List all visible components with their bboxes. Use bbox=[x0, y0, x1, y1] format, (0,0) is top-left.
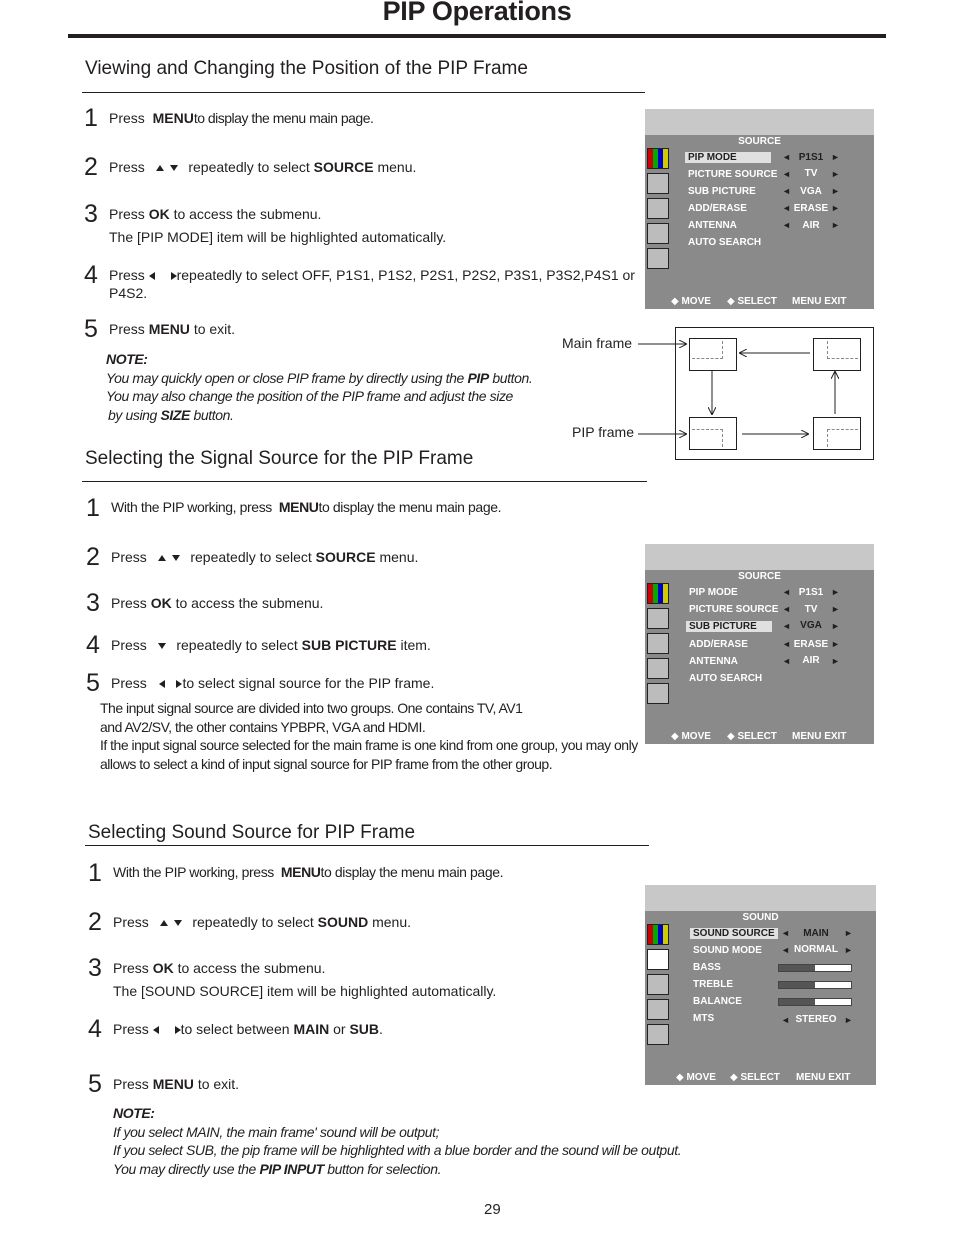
clock-icon bbox=[647, 198, 669, 219]
osd-row-value: P1S1 bbox=[798, 587, 824, 598]
up-arrow-icon bbox=[158, 555, 166, 561]
step-number: 4 bbox=[88, 1015, 102, 1043]
title-rule bbox=[68, 34, 886, 38]
osd-row-label: AUTO SEARCH bbox=[689, 673, 763, 684]
step-number: 1 bbox=[86, 494, 100, 522]
color-bars-icon bbox=[647, 924, 669, 945]
tools-icon bbox=[647, 658, 669, 679]
step-text: Press MENUto display the menu main page. bbox=[109, 110, 374, 126]
diagram-arrows bbox=[620, 320, 880, 470]
pip-frame-label: PIP frame bbox=[572, 424, 634, 440]
up-arrow-icon bbox=[160, 920, 168, 926]
osd-row-label: ANTENNA bbox=[689, 656, 738, 667]
note-line: If you select SUB, the pip frame will be highlighted with a blue border and the sound will be output. bbox=[113, 1142, 682, 1158]
osd-footer-select: ◆ SELECT bbox=[727, 731, 777, 742]
osd-row-value: NORMAL bbox=[794, 944, 838, 955]
up-arrow-icon bbox=[156, 165, 164, 171]
osd-row-label: ADD/ERASE bbox=[689, 639, 748, 650]
step-text: Press repeatedly to select SOUND menu. bbox=[113, 914, 412, 930]
note-title: NOTE: bbox=[113, 1105, 155, 1121]
step-text: Press repeatedly to select SOURCE menu. bbox=[109, 159, 417, 175]
section-signal-title: Selecting the Signal Source for the PIP Frame bbox=[85, 448, 474, 469]
tools-icon bbox=[647, 999, 669, 1020]
step-text: Press repeatedly to select SUB PICTURE item. bbox=[111, 637, 431, 653]
step-text: Press OK to access the submenu. bbox=[109, 206, 322, 222]
color-bars-icon bbox=[647, 148, 669, 169]
note-line: You may also change the position of the PIP frame and adjust the size bbox=[106, 388, 513, 404]
page-title: PIP Operations bbox=[382, 0, 572, 26]
osd-footer-exit: MENU EXIT bbox=[792, 296, 847, 307]
osd-header: SOURCE bbox=[738, 571, 781, 582]
grid-icon bbox=[647, 683, 669, 704]
step-number: 2 bbox=[88, 908, 102, 936]
osd-row-value: TV bbox=[804, 168, 818, 179]
page-number: 29 bbox=[484, 1201, 501, 1218]
osd-row-label: ADD/ERASE bbox=[688, 203, 747, 214]
step-number: 3 bbox=[88, 954, 102, 982]
tools-icon bbox=[647, 223, 669, 244]
step-number: 5 bbox=[84, 315, 98, 343]
osd-row-label: SUB PICTURE bbox=[688, 186, 756, 197]
step-text: Press to select between MAIN or SUB. bbox=[113, 1021, 383, 1037]
osd-row-value: AIR bbox=[802, 655, 820, 666]
osd-row-value: VGA bbox=[800, 620, 822, 631]
down-arrow-icon bbox=[172, 555, 180, 561]
osd-footer-exit: MENU EXIT bbox=[796, 1072, 851, 1083]
main-frame-label: Main frame bbox=[562, 335, 633, 351]
paragraph-line: allows to select a kind of input signal source for PIP frame from the other group. bbox=[100, 756, 553, 772]
color-bars-icon bbox=[647, 583, 669, 604]
down-arrow-icon bbox=[174, 920, 182, 926]
step-number: 1 bbox=[84, 104, 98, 132]
step-number: 5 bbox=[86, 669, 100, 697]
step-text: Press MENU to exit. bbox=[109, 321, 236, 337]
osd-row-label: PIP MODE bbox=[689, 587, 738, 598]
step-number: 2 bbox=[86, 543, 100, 571]
grid-icon bbox=[647, 1024, 669, 1045]
osd-row-value: MAIN bbox=[803, 928, 829, 939]
osd-footer-select: ◆ SELECT bbox=[727, 296, 777, 307]
left-arrow-icon bbox=[153, 1026, 159, 1034]
note-line: You may quickly open or close PIP frame by directly using the PIP button. bbox=[106, 370, 533, 386]
step-text-line2: P4S2. bbox=[109, 285, 148, 301]
section-sound-title: Selecting Sound Source for PIP Frame bbox=[88, 822, 416, 843]
step-text: With the PIP working, press MENUto display the menu main page. bbox=[111, 499, 502, 515]
osd-row-value: AIR bbox=[802, 220, 820, 231]
step-number: 4 bbox=[84, 261, 98, 289]
osd-footer-move: ◆ MOVE bbox=[676, 1072, 716, 1083]
osd-row-value: P1S1 bbox=[798, 152, 824, 163]
osd-row-label: SUB PICTURE bbox=[686, 621, 772, 632]
note-line: If you select MAIN, the main frame' sound will be output; bbox=[113, 1124, 440, 1140]
osd-row-label: PICTURE SOURCE bbox=[688, 169, 778, 180]
step-text: Press repeatedly to select SOURCE menu. bbox=[111, 549, 419, 565]
speaker-icon bbox=[647, 608, 669, 629]
osd-row-label: PIP MODE bbox=[685, 152, 771, 163]
osd-row-label: MTS bbox=[693, 1013, 715, 1024]
osd-footer-move: ◆ MOVE bbox=[671, 296, 711, 307]
balance-level-bar bbox=[778, 998, 852, 1006]
left-arrow-icon bbox=[159, 680, 165, 688]
osd-footer-move: ◆ MOVE bbox=[671, 731, 711, 742]
paragraph-line: The input signal source are divided into two groups. One contains TV, AV1 bbox=[100, 700, 523, 716]
step-number: 2 bbox=[84, 153, 98, 181]
section-rule bbox=[82, 92, 645, 93]
note-line: You may directly use the PIP INPUT button for selection. bbox=[113, 1161, 442, 1177]
step-number: 4 bbox=[86, 631, 100, 659]
left-arrow-icon bbox=[149, 272, 155, 280]
step-number: 3 bbox=[86, 589, 100, 617]
osd-row-label: SOUND MODE bbox=[693, 945, 762, 956]
down-arrow-icon bbox=[170, 165, 178, 171]
osd-source-menu-sub: SOURCE PIP MODE PICTURE SOURCE SUB PICTURE ADD/ERASE ANTENNA AUTO SEARCH ◄ P1S1 ► ◄ TV ► ◄ VGA ► ◄ ERASE ► ◄ AIR ► ◆ MOVE ◆ SELECT MENU EXIT bbox=[645, 544, 874, 744]
paragraph-line: If the input signal source selected for the main frame is one kind from one group, you may only bbox=[100, 737, 638, 753]
osd-row-label: PICTURE SOURCE bbox=[689, 604, 779, 615]
section-rule bbox=[82, 481, 647, 482]
step-text: Press MENU to exit. bbox=[113, 1076, 240, 1092]
osd-sound-menu: SOUND SOUND SOURCE SOUND MODE BASS TREBLE BALANCE MTS ◄ MAIN ► ◄ NORMAL ► ◄ STEREO ► ◆ MOVE ◆ SELECT MENU EXIT bbox=[645, 885, 876, 1085]
treble-level-bar bbox=[778, 981, 852, 989]
osd-row-value: ERASE bbox=[793, 203, 829, 214]
clock-icon bbox=[647, 633, 669, 654]
osd-header: SOURCE bbox=[738, 136, 781, 147]
section-position-title: Viewing and Changing the Position of the PIP Frame bbox=[85, 58, 528, 79]
step-text: Press OK to access the submenu. bbox=[111, 595, 324, 611]
osd-row-label: AUTO SEARCH bbox=[688, 237, 762, 248]
grid-icon bbox=[647, 248, 669, 269]
osd-row-label: BASS bbox=[693, 962, 721, 973]
osd-row-label: BALANCE bbox=[693, 996, 742, 1007]
osd-row-value: STEREO bbox=[795, 1014, 837, 1025]
osd-footer-exit: MENU EXIT bbox=[792, 731, 847, 742]
step-text: Press to select signal source for the PIP frame. bbox=[111, 675, 435, 691]
osd-row-value: TV bbox=[804, 604, 818, 615]
section-rule bbox=[85, 845, 649, 846]
step-text: Press repeatedly to select OFF, P1S1, P1S2, P2S1, P2S2, P3S1, P3S2,P4S1 or bbox=[109, 267, 635, 283]
osd-row-label: ANTENNA bbox=[688, 220, 737, 231]
osd-source-menu: SOURCE PIP MODE PICTURE SOURCE SUB PICTURE ADD/ERASE ANTENNA AUTO SEARCH ◄ P1S1 ► ◄ TV ► ◄ VGA ► ◄ ERASE ► ◄ AIR ► ◆ MOVE ◆ SELECT MENU EXIT bbox=[645, 109, 874, 309]
osd-footer-select: ◆ SELECT bbox=[730, 1072, 780, 1083]
step-number: 1 bbox=[88, 859, 102, 887]
clock-icon bbox=[647, 974, 669, 995]
step-text-line2: The [PIP MODE] item will be highlighted automatically. bbox=[109, 229, 447, 245]
speaker-icon bbox=[647, 173, 669, 194]
note-line: by using SIZE button. bbox=[108, 407, 234, 423]
step-number: 3 bbox=[84, 200, 98, 228]
step-number: 5 bbox=[88, 1070, 102, 1098]
osd-row-value: VGA bbox=[800, 186, 822, 197]
osd-header: SOUND bbox=[742, 912, 779, 923]
step-text: With the PIP working, press MENUto display the menu main page. bbox=[113, 864, 504, 880]
step-text-line2: The [SOUND SOURCE] item will be highlighted automatically. bbox=[113, 983, 497, 999]
paragraph-line: and AV2/SV, the other contains YPBPR, VGA and HDMI. bbox=[100, 719, 426, 735]
osd-row-label: SOUND SOURCE bbox=[690, 928, 778, 939]
bass-level-bar bbox=[778, 964, 852, 972]
step-text: Press OK to access the submenu. bbox=[113, 960, 326, 976]
speaker-icon bbox=[647, 949, 669, 970]
osd-row-label: TREBLE bbox=[693, 979, 733, 990]
down-arrow-icon bbox=[158, 643, 166, 649]
osd-row-value: ERASE bbox=[793, 639, 829, 650]
note-title: NOTE: bbox=[106, 351, 148, 367]
